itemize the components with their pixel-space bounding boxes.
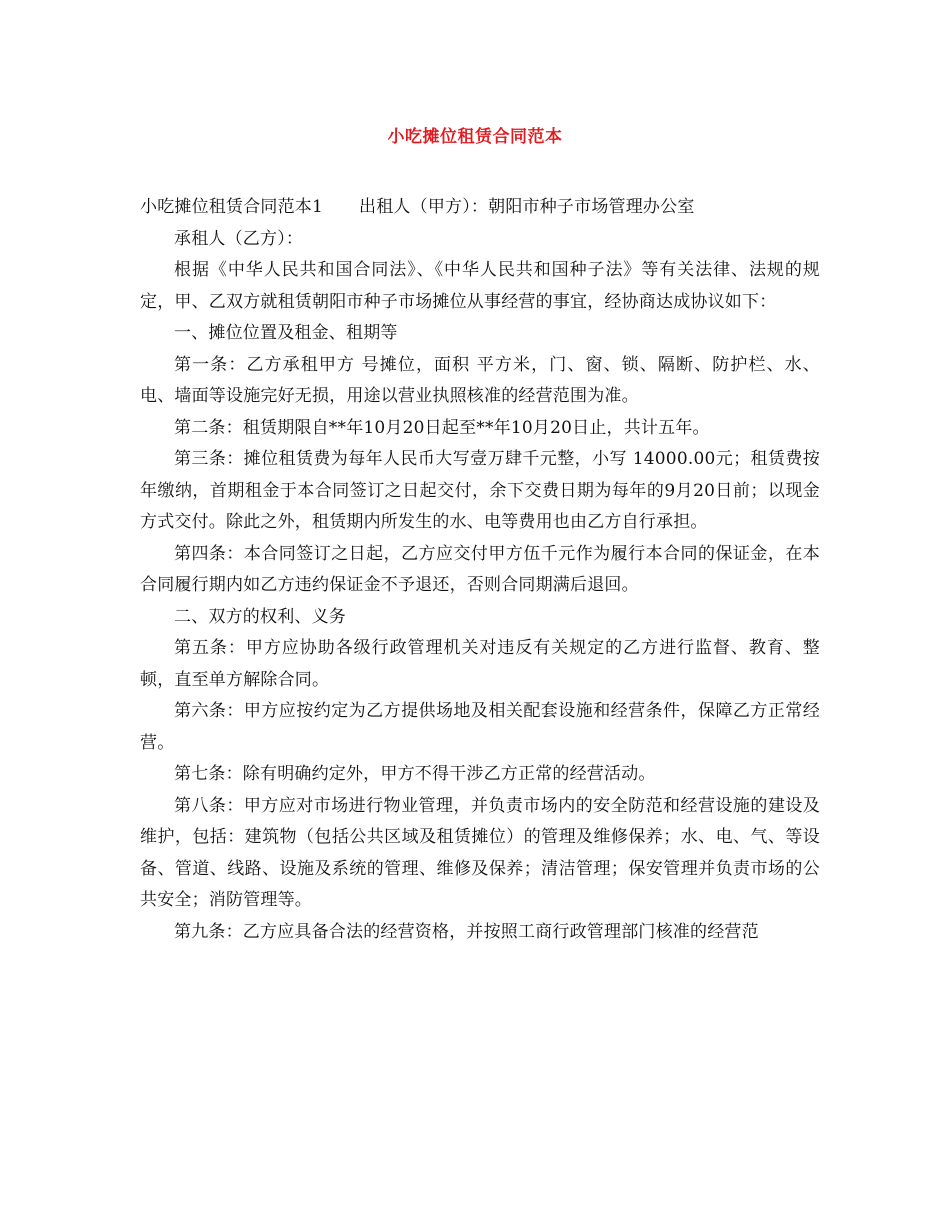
article-9: 第九条：乙方应具备合法的经营资格，并按照工商行政管理部门核准的经营范 <box>174 921 759 942</box>
section-heading-2: 二、双方的权利、义务 <box>174 606 346 627</box>
sub-title: 小吃摊位租赁合同范本1 <box>140 197 324 217</box>
article-4: 第四条：本合同签订之日起，乙方应交付甲方伍千元作为履行本合同的保证金，在本合同履行期内如乙方违约保证金不予退还，否则合同期满后退回。 <box>140 543 820 595</box>
article-3: 第三条：摊位租赁费为每年人民币大写壹万肆千元整，小写 14000.00元；租赁费按年缴纳，首期租金于本合同签订之日起交付，余下交费日期为每年的9月20日前；以现金方式交付。除此之外，租赁期内所发生的水、电等费用也由乙方自行承担。 <box>140 449 820 532</box>
article-8: 第八条：甲方应对市场进行物业管理，并负责市场内的安全防范和经营设施的建设及维护，包括：建筑物（包括公共区域及租赁摊位）的管理及维修保养；水、电、气、等设备、管道、线路、设施及系统的管理、维修及保养；清洁管理；保安管理并负责市场的公共安全；消防管理等。 <box>140 795 820 910</box>
article-7: 第七条：除有明确约定外，甲方不得干涉乙方正常的经营活动。 <box>174 764 656 784</box>
lessor-line: 出租人（甲方）：朝阳市种子市场管理办公室 <box>359 197 695 217</box>
article-2: 第二条：租赁期限自**年10月20日起至**年10月20日止，共计五年。 <box>174 417 710 438</box>
article-6: 第六条：甲方应按约定为乙方提供场地及相关配套设施和经营条件，保障乙方正常经营。 <box>140 701 820 753</box>
document-body <box>140 192 820 948</box>
paragraph-lessee: 承租人（乙方）： <box>174 228 304 249</box>
paragraph-preamble: 根据《中华人民共和国合同法》、《中华人民共和国种子法》等有关法律、法规的规定，甲、乙双方就租赁朝阳市种子市场摊位从事经营的事宜，经协商达成协议如下： <box>140 260 820 312</box>
document-title: 小吃摊位租赁合同范本 <box>387 127 563 147</box>
article-5: 第五条：甲方应协助各级行政管理机关对违反有关规定的乙方进行监督、教育、整顿，直至单方解除合同。 <box>140 638 820 690</box>
heading-line <box>140 192 820 224</box>
section-heading-1: 一、摊位位置及租金、租期等 <box>174 323 398 343</box>
article-1: 第一条：乙方承租甲方 号摊位，面积 平方米，门、窗、锁、隔断、防护栏、水、电、墙面等设施完好无损，用途以营业执照核准的经营范围为准。 <box>140 354 820 406</box>
